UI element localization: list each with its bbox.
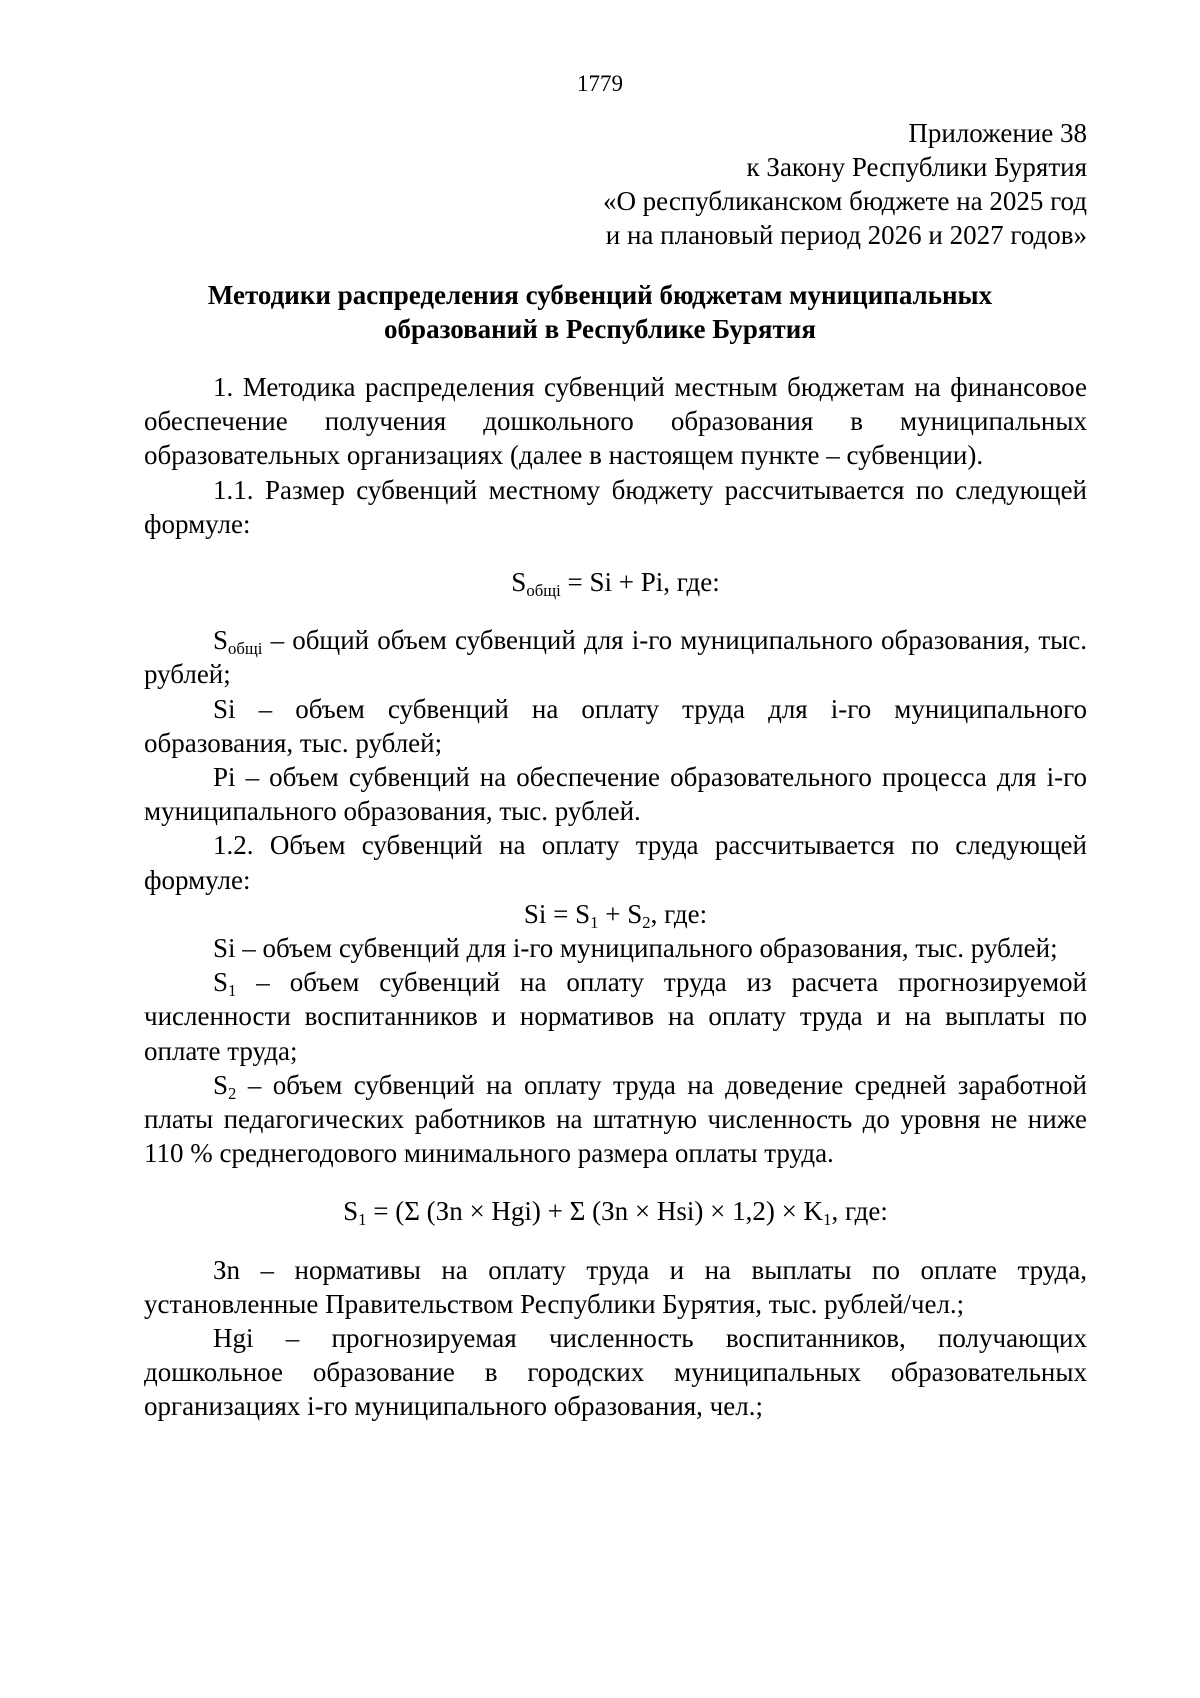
formula-total-subvention: $S_{общi} = Si + Pi$, где: xyxy=(511,567,720,601)
document-title xyxy=(150,278,1050,346)
definition-zn: Зn – нормативы на оплату труда и на выплаты по оплате труда, установленные Правительством Республики Бурятия, тыс. рублей/чел.; xyxy=(144,1254,1087,1319)
appendix-line: и на плановый период 2026 и 2027 годов» xyxy=(605,220,1087,250)
definition-pi: Pi – объем субвенций на обеспечение образовательного процесса для i-го муниципального образования, тыс. рублей. xyxy=(144,762,1087,827)
definition-hgi: Hgi – прогнозируемая численность воспитанников, получающих дошкольное образование в городских муниципальных образовательных организациях i-го муниципального образования, чел.; xyxy=(144,1323,1087,1422)
definition-si-2: Si – объем субвенций для i-го муниципального образования, тыс. рублей; xyxy=(213,933,1058,964)
definition-s1: $S_1$ – объем субвенций на оплату труда из расчета прогнозируемой численности воспитанников и нормативов на оплату труда и на выплаты по оплате труда; xyxy=(144,967,1087,1066)
appendix-line: Приложение 38 xyxy=(908,118,1087,148)
paragraph-1-1: 1.1. Размер субвенций местному бюджету рассчитывается по следующей формуле: xyxy=(144,474,1087,539)
document-body xyxy=(144,370,1087,1424)
section-heading: 1. Методика распределения субвенций местным бюджетам на финансовое обеспечение получения дошкольного образования в муниципальных образовательных организациях (далее в настоящем пункте – субвенции). xyxy=(144,372,1087,471)
formula-s1: $S_1 = (\Sigma$ (Зn × Hgi) + Σ $(Зn \times Hsi) \times 1,2) \times K_1$, где: xyxy=(343,1196,888,1230)
title-line: Методики распределения субвенций бюджетам муниципальных xyxy=(207,280,993,310)
page-number: 1779 xyxy=(577,71,623,96)
paragraph-1-2: 1.2. Объем субвенций на оплату труда рассчитывается по следующей формуле: xyxy=(144,830,1087,895)
title-line: образований в Республике Бурятия xyxy=(384,314,816,344)
appendix-line: к Закону Республики Бурятия xyxy=(746,152,1087,182)
appendix-line: «О республиканском бюджете на 2025 год xyxy=(602,186,1087,216)
formula-si: $Si = S_1 + S_2$, где: xyxy=(523,898,708,932)
definition-si: Si – объем субвенций на оплату труда для i-го муниципального образования, тыс. рублей; xyxy=(144,693,1087,758)
definition-s2: $S_2$ – объем субвенций на оплату труда на доведение средней заработной платы педагогических работников на штатную численность до уровня не ниже 110 % среднегодового минимального размера оплаты труда. xyxy=(144,1069,1087,1169)
appendix-header xyxy=(603,116,1087,252)
definition-s-total: $S_{общi}$ – общий объем субвенций для i-го муниципального образования, тыс. рублей; xyxy=(144,625,1087,690)
